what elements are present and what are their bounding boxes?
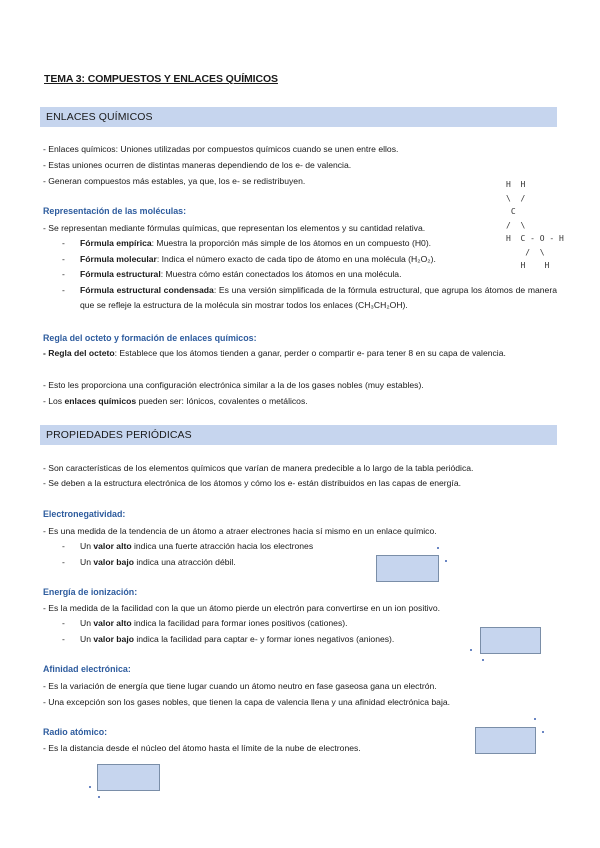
list-bullet: -	[62, 618, 65, 628]
text-line: - Se deben a la estructura electrónica de los átomos y cómo los e- están distribuidos en las capas de energía.	[43, 478, 461, 488]
image-placeholder[interactable]	[480, 627, 541, 654]
list-bullet: -	[62, 269, 65, 279]
text-line: - Son características de los elementos químicos que varían de manera predecible a lo largo de la tabla periódica.	[43, 463, 474, 473]
list-item: Un valor alto indica la facilidad para formar iones positivos (cationes).	[80, 618, 348, 628]
text-line: - Se representan mediante fórmulas químicas, que representan los elementos y su cantidad relativa.	[43, 223, 426, 233]
page-title: TEMA 3: COMPUESTOS Y ENLACES QUÍMICOS	[44, 73, 278, 85]
subtitle-electronegatividad: Electronegatividad:	[43, 509, 126, 519]
selection-handle[interactable]	[445, 560, 447, 562]
list-item: Fórmula estructural condensada: Es una versión simplificada de la fórmula estructural, que agrupa los átomos de manera que se refleje la estructura de la molécula sin mostrar todos los enlaces (CH₃CH₂OH).	[80, 285, 557, 310]
subtitle-representacion: Representación de las moléculas:	[43, 206, 187, 216]
selection-handle[interactable]	[534, 718, 536, 720]
subtitle-afinidad: Afinidad electrónica:	[43, 664, 131, 674]
selection-handle[interactable]	[437, 547, 439, 549]
list-item: Un valor bajo indica la facilidad para captar e- y formar iones negativos (aniones).	[80, 634, 395, 644]
list-item: Fórmula estructural: Muestra cómo están conectados los átomos en una molécula.	[80, 269, 402, 279]
list-item: Fórmula molecular: Indica el número exacto de cada tipo de átomo en una molécula (H₂O₂).	[80, 254, 436, 264]
subtitle-octeto: Regla del octeto y formación de enlaces químicos:	[43, 333, 257, 343]
text-paragraph: - Regla del octeto: Establece que los átomos tienden a ganar, perder o compartir e- para tener 8 en su capa de valencia.	[43, 348, 506, 358]
list-bullet: -	[62, 238, 65, 248]
subtitle-radio: Radio atómico:	[43, 727, 108, 737]
list-item: Un valor alto indica una fuerte atracción hacia los electrones	[80, 541, 314, 551]
text-line: - Esto les proporciona una configuración electrónica similar a la de los gases nobles (muy estables).	[43, 380, 424, 390]
selection-handle[interactable]	[470, 649, 472, 651]
list-bullet: -	[62, 285, 65, 295]
text-line: - Enlaces químicos: Uniones utilizadas por compuestos químicos cuando se unen entre ellos.	[43, 144, 399, 154]
list-bullet: -	[62, 634, 65, 644]
text-line: - Una excepción son los gases nobles, que tienen la capa de valencia llena y una afinidad electrónica baja.	[43, 697, 451, 707]
list-item: Fórmula empírica: Muestra la proporción más simple de los átomos en un compuesto (H0).	[80, 238, 432, 248]
molecule-structure-diagram: H H \ / C / \ H C - O - H / \ H H	[506, 180, 564, 270]
list-bullet: -	[62, 254, 65, 264]
selection-handle[interactable]	[98, 796, 100, 798]
image-placeholder[interactable]	[97, 764, 160, 791]
image-placeholder[interactable]	[376, 555, 439, 582]
text-line: - Estas uniones ocurren de distintas maneras dependiendo de los e- de valencia.	[43, 160, 352, 170]
image-placeholder[interactable]	[475, 727, 536, 754]
list-bullet: -	[62, 557, 65, 567]
text-line: - Es la variación de energía que tiene lugar cuando un átomo neutro en fase gaseosa gana un electrón.	[43, 681, 437, 691]
selection-handle[interactable]	[542, 731, 544, 733]
text-line: - Es una medida de la tendencia de un átomo a atraer electrones hacia sí mismo en un enlace químico.	[43, 526, 437, 536]
text-line: - Es la distancia desde el núcleo del átomo hasta el límite de la nube de electrones.	[43, 743, 361, 753]
section-heading-propiedades: PROPIEDADES PERIÓDICAS	[40, 425, 557, 445]
text-line: - Generan compuestos más estables, ya que, los e- se redistribuyen.	[43, 176, 306, 186]
section-heading-enlaces: ENLACES QUÍMICOS	[40, 107, 557, 127]
text-line: - Los enlaces químicos pueden ser: Iónicos, covalentes o metálicos.	[43, 396, 308, 406]
selection-handle[interactable]	[89, 786, 91, 788]
selection-handle[interactable]	[482, 659, 484, 661]
subtitle-ionizacion: Energía de ionización:	[43, 587, 138, 597]
text-line: - Es la medida de la facilidad con la que un átomo pierde un electrón para convertirse en un ion positivo.	[43, 603, 440, 613]
list-bullet: -	[62, 541, 65, 551]
list-item: Un valor bajo indica una atracción débil.	[80, 557, 236, 567]
